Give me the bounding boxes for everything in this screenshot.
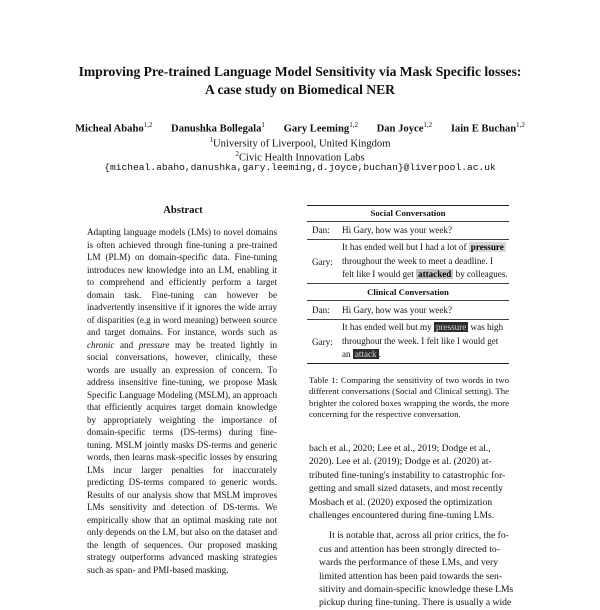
text-line: getting and small sized datasets, and most recently bbox=[309, 483, 503, 495]
abstract-text-c: may be treated lightly in social conversations, however, clinically, these words are usually an expression of concern. To address insensitive fine-tuning, we propose Mask Specific Language Modeling (MSLM), an approach that efficiently acquires target domain knowledge by appropriately weighting the importance of domain-specific terms (DS-terms) during fine-tuning. MSLM jointly masks DS-terms and generic words, then learns mask-specific losses by ensuring LMs incur larger penalties for inaccurately predicting DS-terms compared to generic words. Results of our analysis show that MSLM improves LMs sensitivity and detection of DS-terms. We empirically show that an optimal masking rate not only depends on the LM, but also on the dataset and the length of sequences. Our proposed masking strategy outperforms advanced masking strategies such as span- and PMI-based masking. bbox=[87, 339, 277, 575]
gary-social-reply bbox=[342, 241, 512, 282]
speaker-label: Gary: bbox=[312, 337, 333, 347]
table-rule bbox=[307, 300, 509, 301]
title-line-1: Improving Pre-trained Language Model Sensitivity via Mask Specific losses: bbox=[78, 64, 522, 79]
abstract-text-b: and bbox=[114, 339, 139, 350]
highlight-pressure-clinical: pressure bbox=[435, 322, 467, 332]
abstract-em-pressure: pressure bbox=[138, 339, 170, 350]
table-bottom-rule bbox=[307, 363, 509, 364]
author-name: Iain E Buchan bbox=[450, 123, 517, 135]
utterance-text: It has ended well but my bbox=[342, 322, 432, 332]
text-line: wards the performance of these LMs, and very bbox=[319, 557, 499, 569]
text-line: Mosbach et al. (2020) exposed the optimization bbox=[309, 496, 493, 508]
author-sup: 1,2 bbox=[143, 121, 153, 129]
utterance-text: by colleagues. bbox=[455, 269, 508, 279]
text-line: bach et al., 2020; Lee et al., 2019; Dodge et al., bbox=[309, 443, 491, 454]
abstract-text bbox=[87, 226, 277, 576]
paper-title bbox=[40, 63, 560, 99]
text-line: 2020). Lee et al. (2019); Dodge et al. (2020) at- bbox=[309, 456, 492, 468]
affiliation-2-sup: 2 bbox=[235, 150, 239, 158]
highlight-attacked-social: attacked bbox=[418, 269, 452, 279]
gary-clinical-reply bbox=[342, 321, 512, 362]
body-paragraph-2 bbox=[309, 529, 514, 609]
text-line: pickup during fine-tuning. There is usually a wide bbox=[319, 597, 512, 609]
utterance-text: was high bbox=[470, 322, 504, 332]
highlight-attack-clinical: attack bbox=[354, 349, 377, 359]
author-name: Gary Leeming bbox=[283, 123, 350, 135]
utterance-text: . bbox=[378, 349, 381, 359]
table-top-rule bbox=[307, 205, 509, 206]
table-rule bbox=[307, 239, 509, 240]
author-sup: 1,2 bbox=[423, 121, 433, 129]
author-emails: {micheal.abaho,danushka,gary.leeming,d.joyce,buchan}@liverpool.ac.uk bbox=[104, 162, 496, 173]
utterance-text: an bbox=[342, 349, 351, 359]
utterance-line: Hi Gary, how was your week? bbox=[342, 305, 453, 315]
social-section-title: Social Conversation bbox=[370, 208, 446, 218]
abstract-em-chronic: chronic bbox=[87, 339, 115, 350]
author-name: Dan Joyce bbox=[376, 123, 424, 135]
body-text bbox=[309, 442, 514, 610]
author-sup: 1,2 bbox=[516, 121, 525, 129]
utterance-line: throughout the week. I felt like I would get bbox=[342, 335, 499, 346]
text-line: limited attention has been paid towards the sen- bbox=[319, 570, 503, 582]
utterance-text: It has ended well but I had a lot of bbox=[342, 242, 467, 252]
text-line: sitivity and domain-specific knowledge these LMs bbox=[319, 584, 514, 596]
utterance-line: throughout the week to meet a deadline. I bbox=[342, 255, 494, 266]
speaker-label: Dan: bbox=[312, 305, 330, 315]
speaker-label: Dan: bbox=[312, 225, 330, 235]
abstract-heading: Abstract bbox=[163, 205, 203, 216]
body-paragraph-1 bbox=[309, 442, 509, 522]
table-rule bbox=[307, 283, 509, 284]
text-line: challenges encountered during fine-tuning LMs. bbox=[309, 510, 495, 522]
text-line: cus and attention has been strongly directed to- bbox=[319, 543, 500, 555]
table-caption: Table 1: Comparing the sensitivity of two words in two different conversations (Social and Clinical setting). The brighter the colored boxes wrapping the words, the more concerning for the respective conversation. bbox=[309, 375, 509, 419]
utterance-line bbox=[342, 321, 512, 335]
text-line: It is notable that, across all prior critics, the fo- bbox=[329, 530, 509, 542]
text-line: tributed fine-tuning's instability to catastrophic for- bbox=[309, 469, 506, 481]
utterance-text: felt like I would get bbox=[342, 269, 414, 279]
title-line-2: A case study on Biomedical NER bbox=[205, 82, 395, 97]
speaker-label: Gary: bbox=[312, 257, 333, 267]
author-sup: 1,2 bbox=[349, 121, 358, 129]
table-rule bbox=[307, 319, 509, 320]
highlight-pressure-social: pressure bbox=[470, 242, 504, 252]
abstract-text-a: Adapting language models (LMs) to novel domains is often achieved through fine-tuning a pre-trained LM (PLM) on domain-specific data. Fine-tuning introduces new knowledge into an LM, enabling it to comprehend and efficiently perform a target domain task. Fine-tuning can however be inadvertently insensitive if it ignores the wide array of disparities (e.g in word meaning) between source and target domains. For instance, words such as bbox=[87, 227, 277, 337]
affiliation-1-sup: 1 bbox=[209, 136, 214, 144]
table-rule bbox=[307, 221, 509, 222]
author-name: Danushka Bollegala bbox=[171, 123, 262, 135]
utterance-line: Hi Gary, how was your week? bbox=[342, 225, 453, 235]
affiliation-1-text: University of Liverpool, United Kingdom bbox=[213, 138, 391, 150]
affiliation-2-text: Civic Health Innovation Labs bbox=[238, 152, 365, 164]
clinical-section-title: Clinical Conversation bbox=[367, 287, 449, 297]
author-name: Micheal Abaho bbox=[75, 123, 144, 135]
utterance-line bbox=[342, 268, 512, 282]
author-sup: 1 bbox=[261, 121, 265, 129]
utterance-line bbox=[342, 241, 512, 255]
utterance-line bbox=[342, 348, 512, 362]
